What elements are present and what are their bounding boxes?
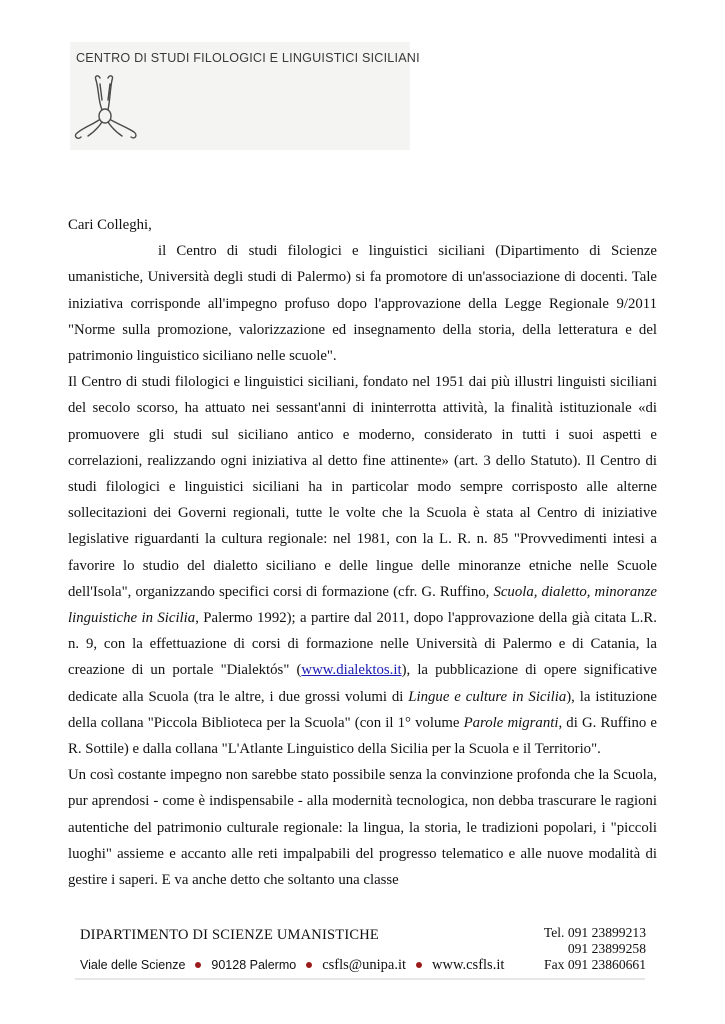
footer-street: Viale delle Scienze [80, 958, 186, 972]
footer-city: 90128 Palermo [211, 958, 297, 972]
footer-phones [536, 925, 646, 973]
p2-text-b: , Palermo 1992); a partire dal 2011, dopo l'approvazione della già citata L.R. n. 9, con la effettuazione di corsi di formazione nelle Università di Palermo e di Catania, la creazione di un portale "Dialektós" ( [68, 610, 657, 679]
footer-tel-1: Tel. 091 23899213 [543, 925, 646, 940]
p2-text-e: , di G. Ruffino e R. Sottile) e dalla collana "L'Atlante Linguistico della Sicilia per la Scuola e il Territorio". [68, 714, 657, 758]
p2-title-lingue: Lingue e culture in Sicilia [408, 688, 567, 705]
dialektos-link[interactable]: www.dialektos.it [301, 662, 402, 679]
footer-divider [75, 978, 645, 980]
p2-text-c: ), la pubblicazione di opere significative dedicate alla Scuola (tra le altre, i due grossi volumi di [68, 662, 657, 705]
footer-web[interactable]: www.csfls.it [432, 957, 505, 973]
footer-email[interactable]: csfls@unipa.it [322, 957, 407, 973]
footer-tel-2: 091 23899258 [567, 941, 646, 956]
footer-fax: Fax 091 23860661 [544, 957, 646, 972]
trinacria-emblem-icon [72, 70, 142, 144]
paragraph-2 [68, 369, 657, 762]
bullet-icon [195, 962, 201, 968]
p2-text-a: Il Centro di studi filologici e linguistici siciliani, fondato nel 1951 dai più illustri linguisti siciliani del secolo scorso, ha attuato nei sessant'anni di ininterrotta attività, la finalità istituzionale «di promuovere gli studi sul siciliano antico e moderno, considerato in tutti i suoi aspetti e correlazioni, realizzando ogni iniziativa al detto fine attinente» (art. 3 dello Statuto). Il Centro di studi filologici e linguistici siciliani ha in particolar modo sempre corrisposto alle alterne sollecitazioni dei Governi regionali, tutte le volte che la Scuola è stata al Centro di iniziative legislative riguardanti la cultura regionale: nel 1981, con la L. R. n. 85 "Provvedimenti intesi a favorire lo studio del dialetto siciliano e delle lingue delle minoranze etniche nelle Scuole dell'Isola", organizzando specifici corsi di formazione (cfr. G. Ruffino, [68, 374, 657, 600]
bullet-icon [306, 962, 312, 968]
footer-address [80, 957, 504, 974]
greeting: Cari Colleghi, [68, 217, 152, 233]
paragraph-3: Un così costante impegno non sarebbe stato possibile senza la convinzione profonda che la Scuola, pur aprendosi - come è indispensabile - alla modernità tecnologica, non debba trascurare le ragioni autentiche del patrimonio culturale regionale: la lingua, la storia, le tradizioni popolari, i "piccoli luoghi" assieme e accanto alle reti impalpabili del progresso telematico e alle nuove modalità di gestire i saperi. E va anche detto che soltanto una classe [68, 767, 657, 889]
paragraph-1: il Centro di studi filologici e linguistici siciliani (Dipartimento di Scienze umanistiche, Università degli studi di Palermo) si fa promotore di un'associazione di docenti. Tale iniziativa corrisponde all'impegno profuso dopo l'approvazione della Legge Regionale 9/2011 "Norme sulla promozione, valorizzazione ed insegnamento della storia, della letteratura e del patrimonio linguistico siciliano nelle scuole". [68, 243, 657, 365]
bullet-icon [416, 962, 422, 968]
org-name: CENTRO DI STUDI FILOLOGICI E LINGUISTICI SICILIANI [76, 51, 420, 65]
letter-body [68, 212, 657, 893]
p2-title-scuola: Scuola, dialetto, minoranze linguistiche in Sicilia [68, 583, 657, 627]
p2-text-d: ), la istituzione della collana "Piccola Biblioteca per la Scuola" (con il 1° volume [68, 688, 657, 731]
footer-department: DIPARTIMENTO DI SCIENZE UMANISTICHE [80, 927, 379, 943]
p2-title-parole: Parole migranti [463, 714, 559, 731]
